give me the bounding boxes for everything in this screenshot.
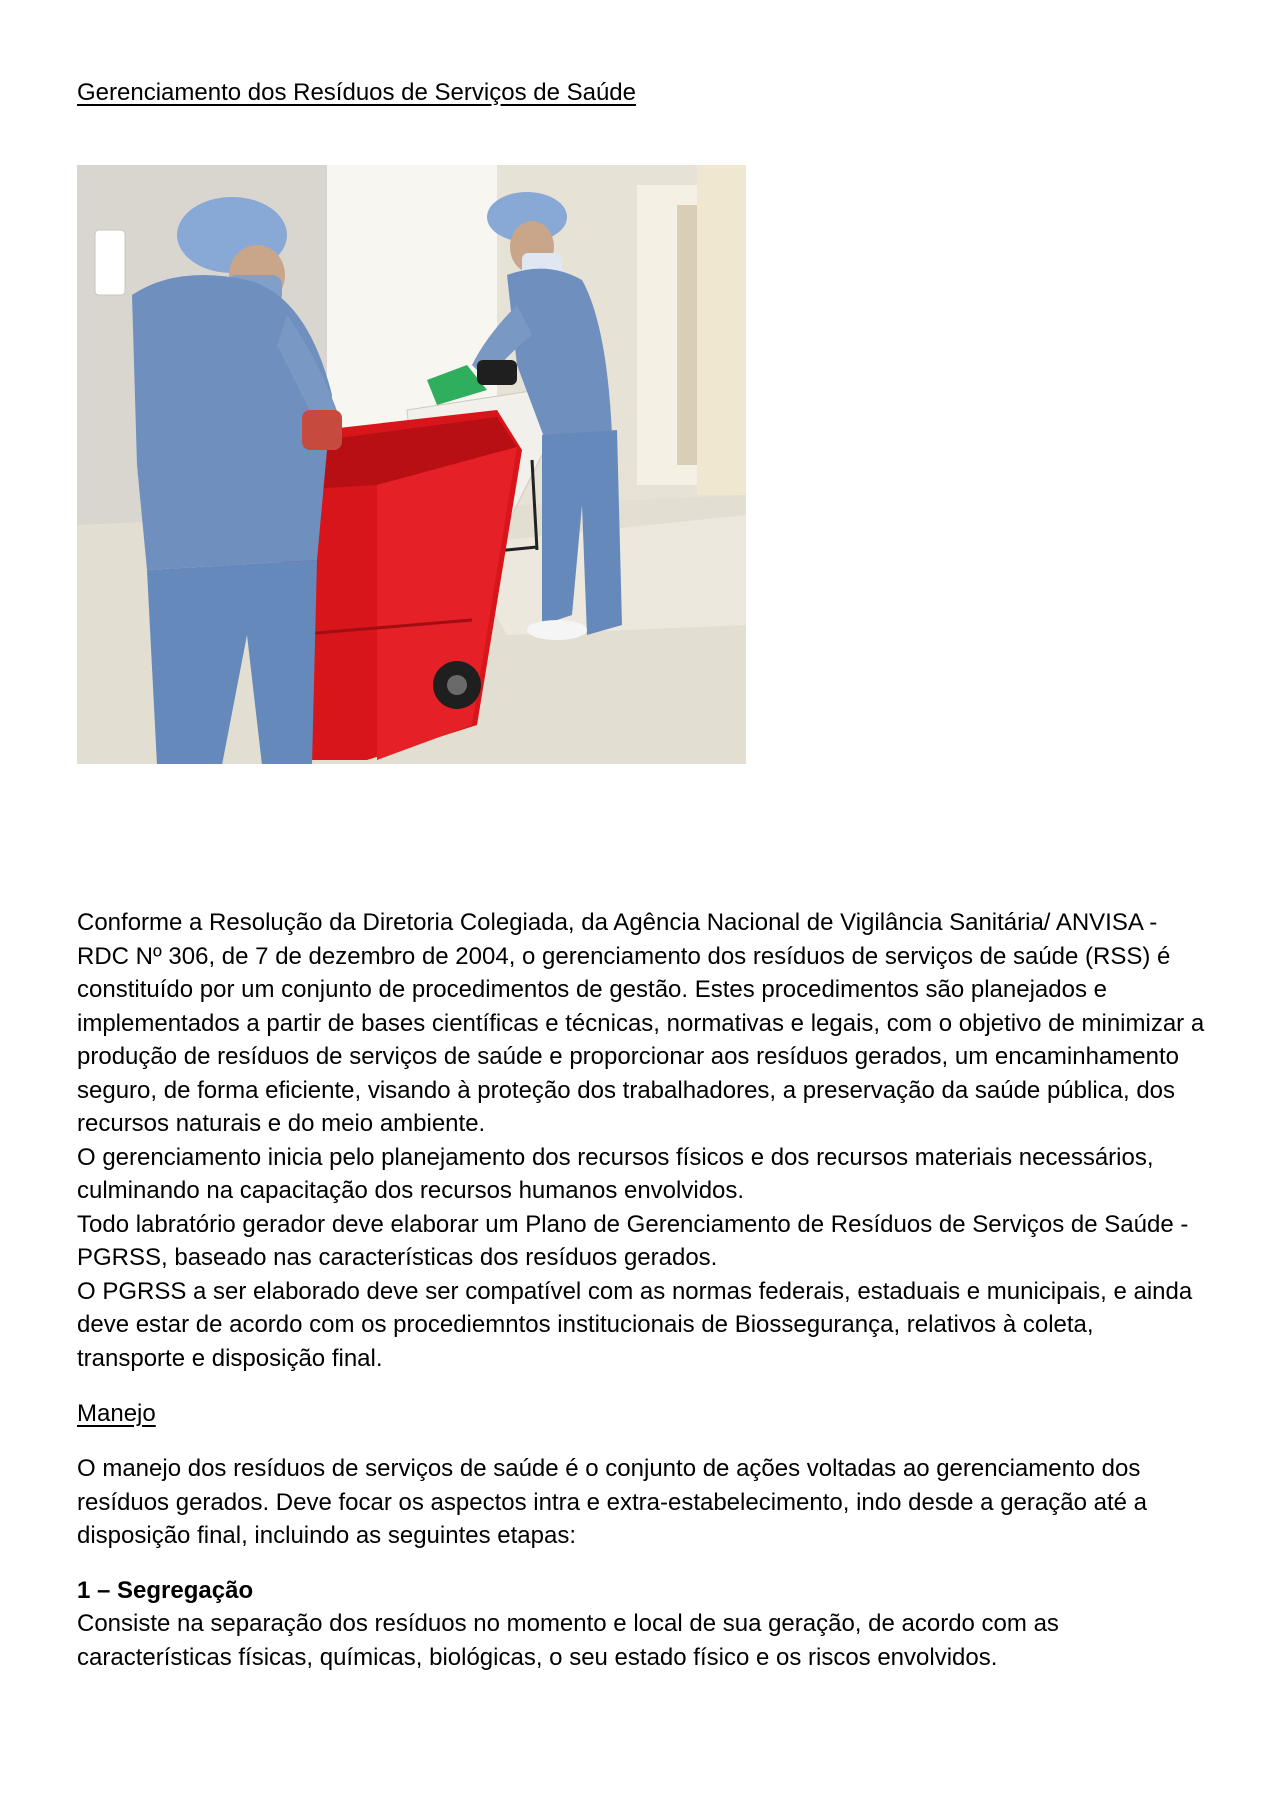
segregacao-heading: 1 – Segregação [77, 1577, 254, 1604]
intro-paragraph-1: Conforme a Resolução da Diretoria Colegiada, da Agência Nacional de Vigilância Sanitária/ ANVISA - RDC Nº 306, de 7 de dezembro de 2004, o gerenciamento dos resíduos de serviços de saúde (RSS) é constituído por um conjunto de procedimentos de gestão. Estes procedimentos são planejados e implementados a partir de bases científicas e técnicas, normativas e legais, com o objetivo de minimizar a produção de resíduos de serviços de saúde e proporcionar aos resíduos gerados, um encaminhamento seguro, de forma eficiente, visando à proteção dos trabalhadores, a preservação da saúde pública, dos recursos naturais e do meio ambiente. [77, 909, 1205, 1137]
intro-text [77, 906, 1207, 1375]
intro-paragraph-4: O PGRSS a ser elaborado deve ser compatível com as normas federais, estaduais e municipais, e ainda deve estar de acordo com os procediemntos institucionais de Biossegurança, relativos à coleta, transporte e disposição final. [77, 1277, 1193, 1372]
intro-paragraph-3: Todo labratório gerador deve elaborar um Plano de Gerenciamento de Resíduos de Serviços de Saúde - PGRSS, baseado nas características dos resíduos gerados. [77, 1210, 1189, 1271]
manejo-text: O manejo dos resíduos de serviços de saúde é o conjunto de ações voltadas ao gerenciamento dos resíduos gerados. Deve focar os aspectos intra e extra-estabelecimento, indo desde a geração até a disposição final, incluindo as seguintes etapas: [77, 1455, 1147, 1549]
intro-paragraph-2: O gerenciamento inicia pelo planejamento dos recursos físicos e dos recursos materiais necessários, culminando na capacitação dos recursos humanos envolvidos. [77, 1143, 1154, 1204]
segregacao-text: Consiste na separação dos resíduos no momento e local de sua geração, de acordo com as características físicas, químicas, biológicas, o seu estado físico e os riscos envolvidos. [77, 1610, 1059, 1671]
photo-icon [77, 165, 746, 764]
manejo-heading: Manejo [77, 1400, 156, 1427]
page-title: Gerenciamento dos Resíduos de Serviços de Saúde [77, 79, 636, 106]
